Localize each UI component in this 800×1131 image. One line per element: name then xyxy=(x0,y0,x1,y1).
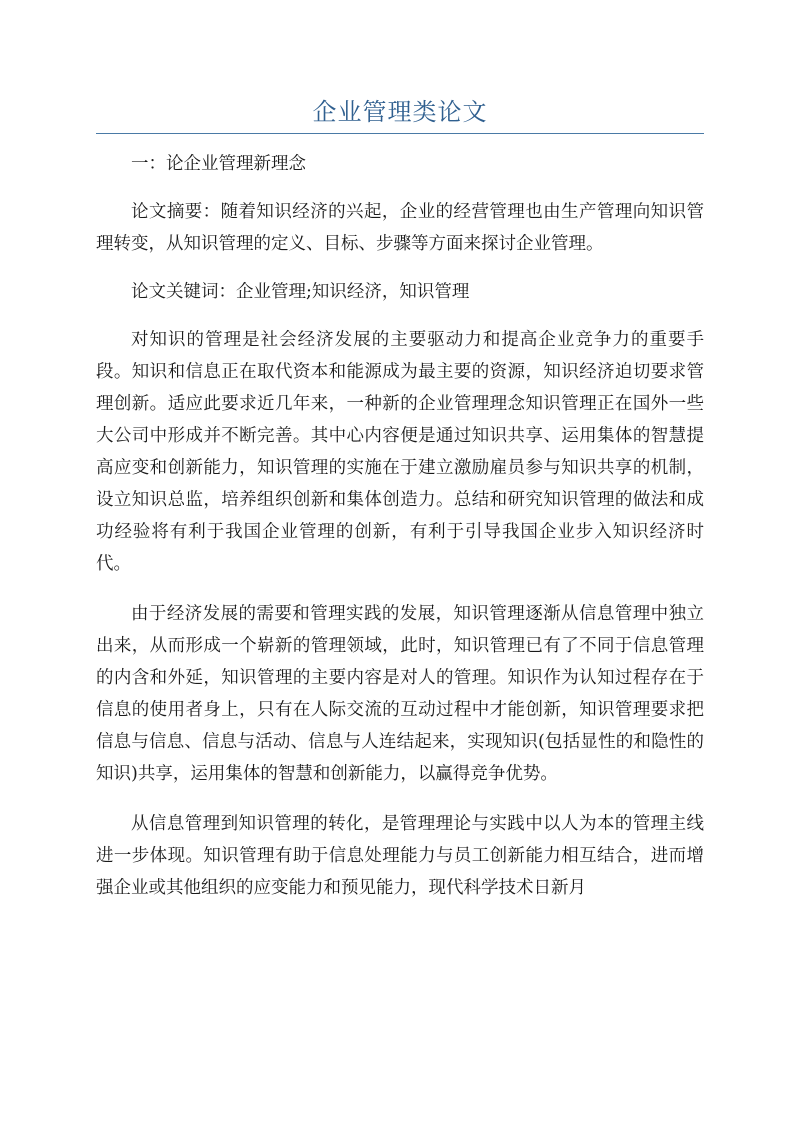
keywords-paragraph: 论文关键词：企业管理;知识经济，知识管理 xyxy=(131,282,470,302)
document-title: 企业管理类论文 xyxy=(312,98,488,126)
title-underline xyxy=(96,133,704,134)
document-body xyxy=(96,148,704,904)
body-paragraph: 从信息管理到知识管理的转化，是管理理论与实践中以人为本的管理主线进一步体现。知识管理有助于信息处理能力与员工创新能力相互结合，进而增强企业或其他组织的应变能力和预见能力，现代科学技术日新月 xyxy=(96,814,704,898)
body-paragraph: 由于经济发展的需要和管理实践的发展，知识管理逐渐从信息管理中独立出来，从而形成一个崭新的管理领域，此时，知识管理已有了不同于信息管理的内含和外延，知识管理的主要内容是对人的管理。知识作为认知过程存在于信息的使用者身上，只有在人际交流的互动过程中才能创新，知识管理要求把信息与信息、信息与活动、信息与人连结起来，实现知识(包括显性的和隐性的知识)共享，运用集体的智慧和创新能力，以赢得竞争优势。 xyxy=(96,604,704,784)
body-paragraph: 对知识的管理是社会经济发展的主要驱动力和提高企业竞争力的重要手段。知识和信息正在取代资本和能源成为最主要的资源，知识经济迫切要求管理创新。适应此要求近几年来，一种新的企业管理理念知识管理正在国外一些大公司中形成并不断完善。其中心内容便是通过知识共享、运用集体的智慧提高应变和创新能力，知识管理的实施在于建立激励雇员参与知识共享的机制，设立知识总监，培养组织创新和集体创造力。总结和研究知识管理的做法和成功经验将有利于我国企业管理的创新，有利于引导我国企业步入知识经济时代。 xyxy=(96,330,704,574)
abstract-paragraph: 论文摘要：随着知识经济的兴起，企业的经营管理也由生产管理向知识管理转变，从知识管理的定义、目标、步骤等方面来探讨企业管理。 xyxy=(96,202,704,254)
section-heading: 一：论企业管理新理念 xyxy=(131,154,306,174)
